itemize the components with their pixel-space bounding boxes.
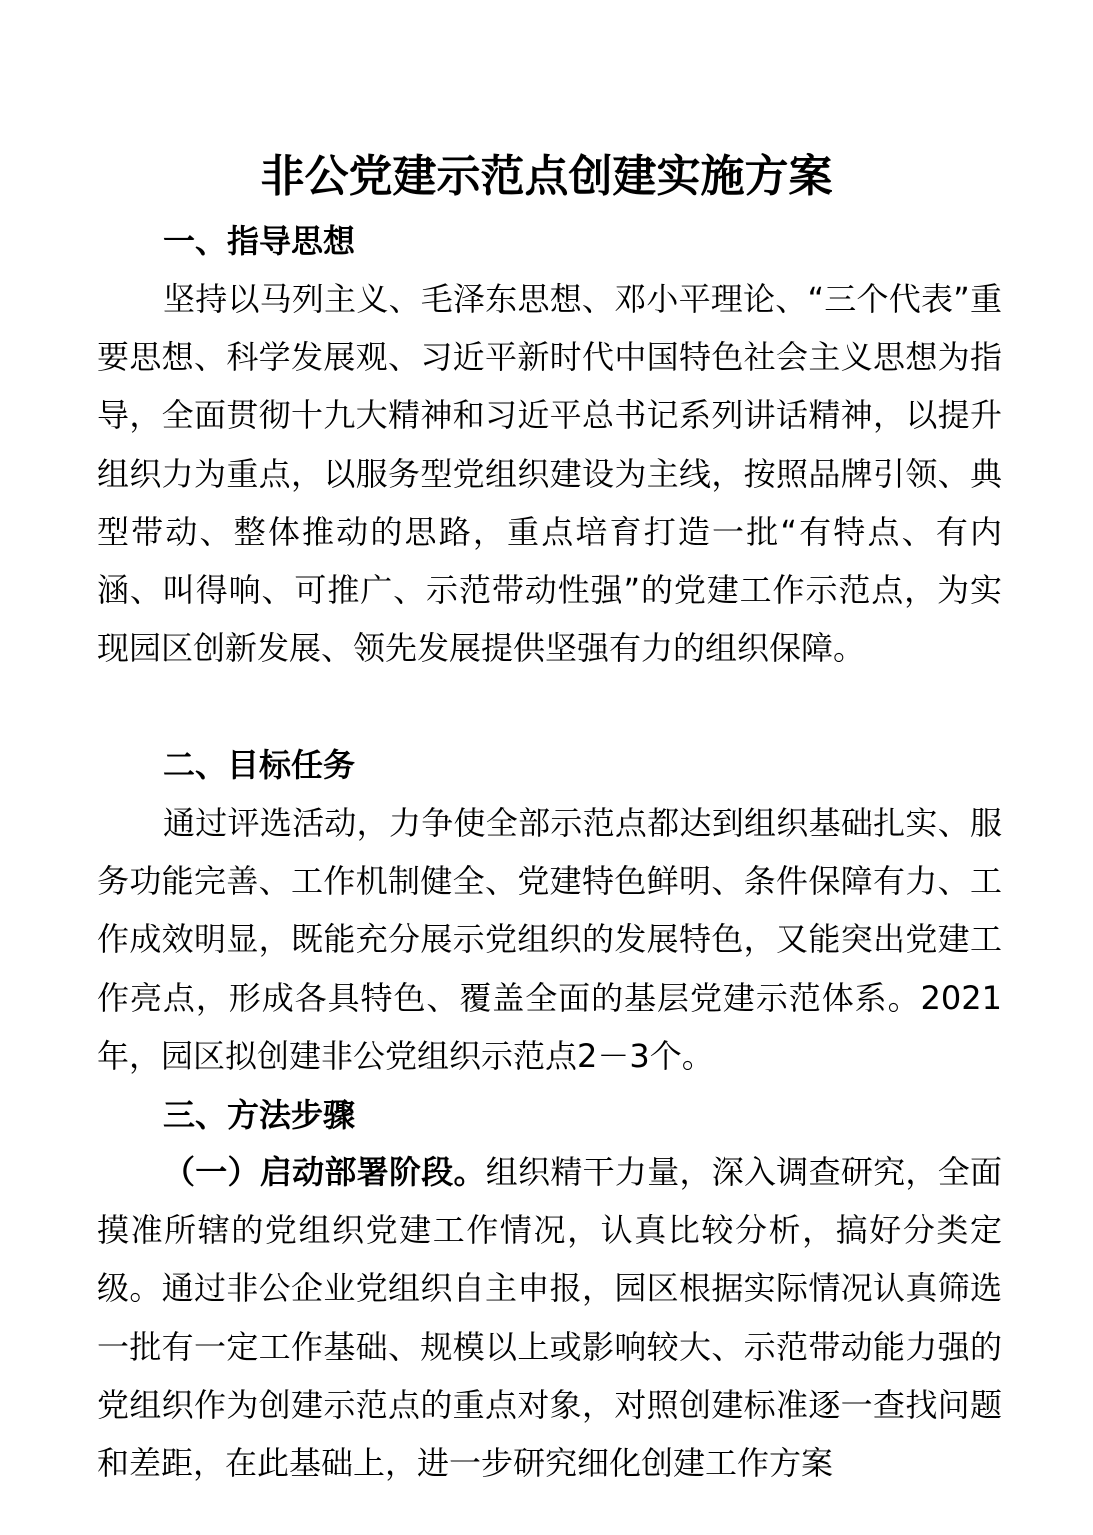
subsection-label-launch-phase: （一）启动部署阶段。	[163, 1153, 486, 1191]
section-paragraph-methods	[97, 1143, 1002, 1492]
section-paragraph-goals: 通过评选活动，力争使全部示范点都达到组织基础扎实、服务功能完善、工作机制健全、党建特色鲜明、条件保障有力、工作成效明显，既能充分展示党组织的发展特色，又能突出党建工作亮点，形成各具特色、覆盖全面的基层党建示范体系。2021年，园区拟创建非公党组织示范点2－3个。	[97, 804, 1002, 1075]
section-paragraph-guiding-ideology: 坚持以马列主义、毛泽东思想、邓小平理论、“三个代表”重要思想、科学发展观、习近平新时代中国特色社会主义思想为指导，全面贯彻十九大精神和习近平总书记系列讲话精神，以提升组织力为重点，以服务型党组织建设为主线，按照品牌引领、典型带动、整体推动的思路，重点培育打造一批“有特点、有内涵、叫得响、可推广、示范带动性强”的党建工作示范点，为实现园区创新发展、领先发展提供坚强有力的组织保障。	[97, 280, 1002, 668]
subsection-text-launch-phase: 组织精干力量，深入调查研究，全面摸准所辖的党组织党建工作情况，认真比较分析，搞好分类定级。通过非公企业党组织自主申报，园区根据实际情况认真筛选一批有一定工作基础、规模以上或影响较大、示范带动能力强的党组织作为创建示范点的重点对象，对照创建标准逐一查找问题和差距，在此基础上，进一步研究细化创建工作方案	[97, 1153, 1002, 1483]
section-heading-methods: 三、方法步骤	[163, 1096, 356, 1134]
document-title: 非公党建示范点创建实施方案	[260, 151, 833, 202]
section-heading-guiding-ideology: 一、指导思想	[163, 222, 356, 260]
section-heading-goals: 二、目标任务	[163, 746, 356, 784]
